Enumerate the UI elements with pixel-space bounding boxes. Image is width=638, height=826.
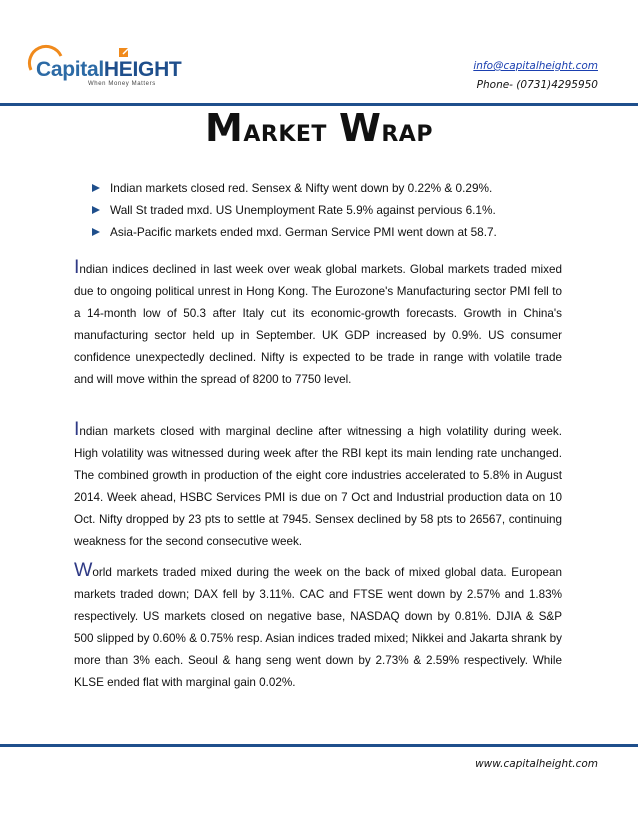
- paragraph-world-markets: [74, 559, 562, 695]
- paragraph-text: ndian indices declined in last week over weak global markets. Global markets traded mixed due to ongoing political unrest in Hong Kong. The Eurozone's Manufacturing sector PMI fell to a 14-month low of 50.3 after Italy cut its economic-growth forecasts. Growth in China's manufacturing sector held up in September. UK GDP increased by 0.9%. US consumer confidence unexpectedly declined. Nifty is expected to be trade in range with volatile trade and will move within the spread of 8200 to 7750 level.: [74, 263, 562, 387]
- drop-cap: W: [74, 559, 93, 581]
- logo-text-height: HEIGHT: [103, 58, 182, 81]
- highlight-text: Asia-Pacific markets ended mxd. German Service PMI went down at 58.7.: [110, 225, 497, 239]
- paragraph-indian-indices: [74, 256, 562, 392]
- highlight-text: Wall St traded mxd. US Unemployment Rate 5.9% against pervious 6.1%.: [110, 203, 496, 217]
- paragraph-text: ndian markets closed with marginal decline after witnessing a high volatility during week. High volatility was witnessed during week after the RBI kept its main lending rate unchanged. The combined growth in production of the eight core industries accelerated to 5.8% in August 2014. Week ahead, HSBC Services PMI is due on 7 Oct and Industrial production data on 10 Oct. Nifty dropped by 23 pts to settle at 7945. Sensex declined by 58 pts to 26567, continuing weakness for the second consecutive week.: [74, 425, 562, 549]
- page-title: [0, 106, 638, 150]
- contact-info: [473, 57, 598, 95]
- logo-text-capital: Capital: [36, 58, 104, 81]
- paragraph-text: orld markets traded mixed during the week on the back of mixed global data. European markets traded down; DAX fell by 3.11%. CAC and FTSE went down by 2.57% and 1.83% respectively. US markets closed on negative base, NASDAQ down by 0.81%. DJIA & S&P 500 slipped by 0.60% & 0.75% resp. Asian indices traded mixed; Nikkei and Jakarta shrank by more than 3% each. Seoul & hang seng went down by 2.73% & 2.59% respectively. While KLSE ended flat with marginal gain 0.02%.: [74, 566, 562, 690]
- logo-text: [36, 58, 181, 82]
- company-logo: [24, 44, 182, 92]
- highlight-item: [92, 221, 497, 243]
- drop-cap: I: [74, 418, 80, 440]
- paragraph-indian-markets: [74, 418, 562, 554]
- footer-divider: [0, 744, 638, 747]
- title-rest-wrap: RAP: [381, 122, 433, 147]
- title-word-wrap: [339, 106, 433, 150]
- email-link[interactable]: info@capitalheight.com: [473, 60, 598, 72]
- highlight-item: [92, 199, 497, 221]
- highlight-text: Indian markets closed red. Sensex & Nifty went down by 0.22% & 0.29%.: [110, 181, 493, 195]
- logo-tagline: When Money Matters: [88, 81, 156, 87]
- highlights-list: [92, 177, 497, 243]
- title-initial-w: W: [338, 106, 382, 150]
- phone-number: Phone- (0731)4295950: [476, 79, 598, 91]
- highlight-item: [92, 177, 497, 199]
- drop-cap: I: [74, 256, 80, 278]
- bullet-arrow-icon: [92, 228, 100, 236]
- bullet-arrow-icon: [92, 184, 100, 192]
- bullet-arrow-icon: [92, 206, 100, 214]
- title-initial-m: M: [205, 106, 244, 150]
- title-word-market: [205, 106, 327, 150]
- title-rest-market: ARKET: [243, 122, 327, 147]
- website-link[interactable]: www.capitalheight.com: [475, 758, 598, 770]
